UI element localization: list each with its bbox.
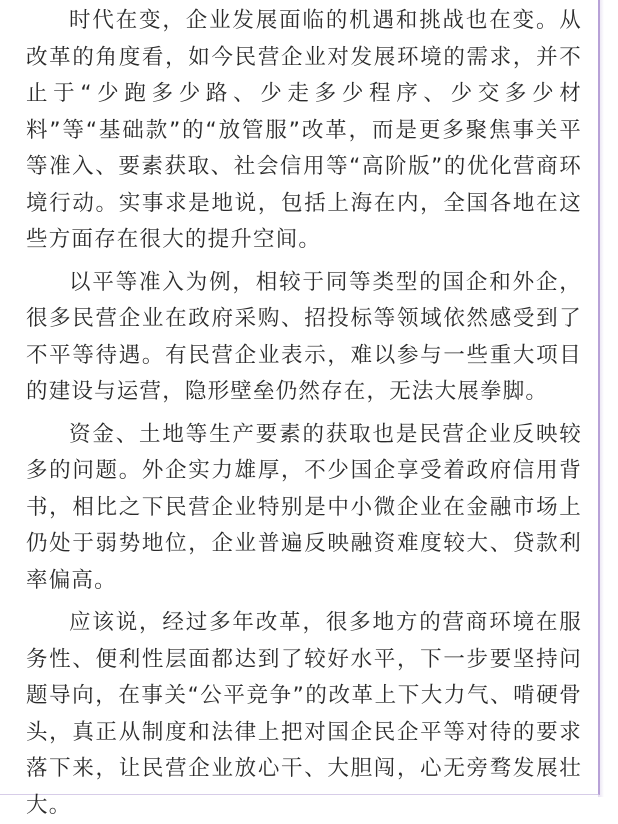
paragraph-reform-needs: 时代在变，企业发展面临的机遇和挑战也在变。从改革的角度看，如今民营企业对发展环境的需求，并不止于“少跑多少路、少走多少程序、少交多少材料”等“基础款”的“放管服”改革，而是更多聚焦事关平等准入、要素获取、社会信用等“高阶版”的优化营商环境行动。实事求是地说，包括上海在内，全国各地在这些方面存在很大的提升空间。 (26, 8, 582, 252)
paragraph-conclusion: 应该说，经过多年改革，很多地方的营商环境在服务性、便利性层面都达到了较好水平，下一步要坚持问题导向，在事关“公平竞争”的改革上下大力气、啃硬骨头，真正从制度和法律上把对国企民企平等对待的要求落下来，让民营企业放心干、大胆闯，心无旁骛发展壮大。 (26, 610, 582, 818)
paragraph-equal-access: 以平等准入为例，相较于同等类型的国企和外企，很多民营企业在政府采购、招投标等领域依然感受到了不平等待遇。有民营企业表示，难以参与一些重大项目的建设与运营，隐形壁垒仍然存在，无法大展拳脚。 (26, 269, 582, 404)
page-edge-shadow (598, 0, 604, 797)
paragraph-production-factors: 资金、土地等生产要素的获取也是民营企业反映较多的问题。外企实力雄厚，不少国企享受着政府信用背书，相比之下民营企业特别是中小微企业在金融市场上仍处于弱势地位，企业普遍反映融资难度较大、贷款利率偏高。 (26, 421, 582, 593)
